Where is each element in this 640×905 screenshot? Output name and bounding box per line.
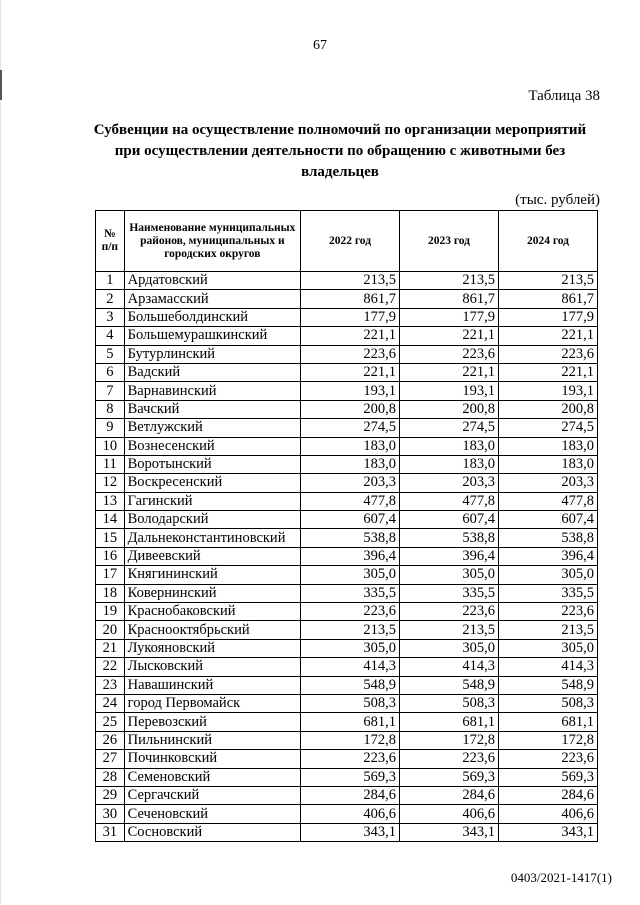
row-value-2022: 396,4 xyxy=(301,547,400,565)
row-value-2024: 477,8 xyxy=(498,492,597,510)
row-value-2024: 223,6 xyxy=(498,345,597,363)
table-row xyxy=(96,786,598,804)
row-value-2024: 213,5 xyxy=(498,621,597,639)
document-code: 0403/2021-1417(1) xyxy=(510,870,612,885)
row-district-name: Воскресенский xyxy=(124,474,300,492)
row-district-name: Сеченовский xyxy=(124,805,300,823)
row-value-2024: 284,6 xyxy=(498,786,597,804)
row-value-2022: 183,0 xyxy=(301,437,400,455)
row-number: 2 xyxy=(96,290,125,308)
row-district-name: Вадский xyxy=(124,363,300,381)
row-number: 19 xyxy=(96,603,125,621)
row-value-2024: 203,3 xyxy=(498,474,597,492)
row-value-2023: 861,7 xyxy=(400,290,499,308)
table-row xyxy=(96,345,598,363)
row-value-2022: 569,3 xyxy=(301,768,400,786)
row-number: 21 xyxy=(96,639,125,657)
table-row xyxy=(96,529,598,547)
row-value-2023: 221,1 xyxy=(400,363,499,381)
row-district-name: Навашинский xyxy=(124,676,300,694)
row-district-name: город Первомайск xyxy=(124,694,300,712)
row-number: 18 xyxy=(96,584,125,602)
row-number: 30 xyxy=(96,805,125,823)
row-value-2022: 193,1 xyxy=(301,382,400,400)
row-value-2022: 305,0 xyxy=(301,566,400,584)
row-district-name: Ковернинский xyxy=(124,584,300,602)
table-row xyxy=(96,547,598,565)
row-value-2024: 172,8 xyxy=(498,731,597,749)
row-number: 9 xyxy=(96,419,125,437)
row-value-2023: 223,6 xyxy=(400,603,499,621)
row-district-name: Вознесенский xyxy=(124,437,300,455)
row-value-2024: 177,9 xyxy=(498,308,597,326)
row-value-2024: 335,5 xyxy=(498,584,597,602)
row-value-2022: 414,3 xyxy=(301,658,400,676)
row-value-2022: 200,8 xyxy=(301,400,400,418)
row-number: 26 xyxy=(96,731,125,749)
row-value-2022: 548,9 xyxy=(301,676,400,694)
table-row xyxy=(96,750,598,768)
row-value-2024: 223,6 xyxy=(498,750,597,768)
table-row xyxy=(96,658,598,676)
row-value-2022: 284,6 xyxy=(301,786,400,804)
table-row xyxy=(96,437,598,455)
row-value-2022: 406,6 xyxy=(301,805,400,823)
row-district-name: Лукояновский xyxy=(124,639,300,657)
row-value-2024: 681,1 xyxy=(498,713,597,731)
row-value-2024: 569,3 xyxy=(498,768,597,786)
table-row xyxy=(96,419,598,437)
row-value-2024: 508,3 xyxy=(498,694,597,712)
scan-mark xyxy=(0,70,2,100)
table-row xyxy=(96,290,598,308)
row-district-name: Краснооктябрьский xyxy=(124,621,300,639)
row-district-name: Княгининский xyxy=(124,566,300,584)
row-value-2023: 203,3 xyxy=(400,474,499,492)
row-number: 3 xyxy=(96,308,125,326)
row-number: 12 xyxy=(96,474,125,492)
row-value-2024: 538,8 xyxy=(498,529,597,547)
row-value-2024: 183,0 xyxy=(498,437,597,455)
row-number: 14 xyxy=(96,511,125,529)
row-value-2023: 177,9 xyxy=(400,308,499,326)
row-district-name: Вачский xyxy=(124,400,300,418)
table-header-row xyxy=(96,211,598,272)
row-district-name: Пильнинский xyxy=(124,731,300,749)
row-number: 24 xyxy=(96,694,125,712)
row-number: 23 xyxy=(96,676,125,694)
row-value-2022: 477,8 xyxy=(301,492,400,510)
document-title: Субвенции на осуществление полномочий по организации мероприятий при осуществлении деятельности по обращению с животными без владельцев xyxy=(93,122,587,180)
row-district-name: Ардатовский xyxy=(124,272,300,290)
row-number: 4 xyxy=(96,327,125,345)
table-row xyxy=(96,584,598,602)
table-row xyxy=(96,492,598,510)
row-value-2023: 538,8 xyxy=(400,529,499,547)
table-row xyxy=(96,603,598,621)
table-body xyxy=(96,272,598,842)
row-value-2022: 183,0 xyxy=(301,455,400,473)
row-value-2022: 335,5 xyxy=(301,584,400,602)
row-value-2023: 305,0 xyxy=(400,566,499,584)
table-row xyxy=(96,272,598,290)
row-value-2023: 343,1 xyxy=(400,823,499,841)
row-value-2023: 172,8 xyxy=(400,731,499,749)
header-num: № п/п xyxy=(96,211,125,272)
row-value-2024: 223,6 xyxy=(498,603,597,621)
row-value-2023: 681,1 xyxy=(400,713,499,731)
row-value-2023: 477,8 xyxy=(400,492,499,510)
table-row xyxy=(96,566,598,584)
row-district-name: Перевозский xyxy=(124,713,300,731)
row-value-2022: 681,1 xyxy=(301,713,400,731)
table-row xyxy=(96,382,598,400)
row-value-2024: 305,0 xyxy=(498,566,597,584)
row-value-2023: 200,8 xyxy=(400,400,499,418)
row-value-2022: 343,1 xyxy=(301,823,400,841)
row-number: 29 xyxy=(96,786,125,804)
row-number: 15 xyxy=(96,529,125,547)
row-number: 10 xyxy=(96,437,125,455)
row-number: 7 xyxy=(96,382,125,400)
table-row xyxy=(96,363,598,381)
row-value-2024: 414,3 xyxy=(498,658,597,676)
header-2024: 2024 год xyxy=(498,211,597,272)
row-value-2023: 183,0 xyxy=(400,437,499,455)
row-number: 20 xyxy=(96,621,125,639)
row-district-name: Сосновский xyxy=(124,823,300,841)
row-value-2023: 305,0 xyxy=(400,639,499,657)
row-district-name: Володарский xyxy=(124,511,300,529)
units-label: (тыс. рублей) xyxy=(515,192,600,208)
row-district-name: Гагинский xyxy=(124,492,300,510)
table-row xyxy=(96,805,598,823)
row-value-2023: 274,5 xyxy=(400,419,499,437)
row-value-2022: 607,4 xyxy=(301,511,400,529)
row-number: 17 xyxy=(96,566,125,584)
row-district-name: Бутурлинский xyxy=(124,345,300,363)
row-value-2022: 305,0 xyxy=(301,639,400,657)
row-number: 25 xyxy=(96,713,125,731)
scan-edge xyxy=(0,0,1,905)
row-value-2024: 396,4 xyxy=(498,547,597,565)
row-district-name: Лысковский xyxy=(124,658,300,676)
row-value-2023: 284,6 xyxy=(400,786,499,804)
row-district-name: Семеновский xyxy=(124,768,300,786)
row-value-2024: 305,0 xyxy=(498,639,597,657)
row-district-name: Сергачский xyxy=(124,786,300,804)
table-row xyxy=(96,676,598,694)
row-value-2022: 221,1 xyxy=(301,327,400,345)
row-value-2022: 172,8 xyxy=(301,731,400,749)
page-number: 67 xyxy=(313,38,327,53)
header-2022: 2022 год xyxy=(301,211,400,272)
row-number: 1 xyxy=(96,272,125,290)
table-row xyxy=(96,511,598,529)
table-row xyxy=(96,474,598,492)
header-2023: 2023 год xyxy=(400,211,499,272)
row-value-2023: 213,5 xyxy=(400,621,499,639)
table-label: Таблица 38 xyxy=(528,88,600,104)
row-value-2024: 221,1 xyxy=(498,363,597,381)
row-number: 5 xyxy=(96,345,125,363)
table-row xyxy=(96,768,598,786)
row-district-name: Ветлужский xyxy=(124,419,300,437)
header-name: Наименование муниципальных районов, муниципальных и городских округов xyxy=(124,211,300,272)
row-value-2024: 343,1 xyxy=(498,823,597,841)
row-value-2024: 183,0 xyxy=(498,455,597,473)
table-row xyxy=(96,455,598,473)
table-row xyxy=(96,823,598,841)
table-row xyxy=(96,327,598,345)
row-value-2023: 508,3 xyxy=(400,694,499,712)
row-value-2024: 193,1 xyxy=(498,382,597,400)
row-value-2023: 607,4 xyxy=(400,511,499,529)
row-district-name: Воротынский xyxy=(124,455,300,473)
row-value-2024: 861,7 xyxy=(498,290,597,308)
row-number: 13 xyxy=(96,492,125,510)
row-value-2022: 203,3 xyxy=(301,474,400,492)
row-value-2022: 213,5 xyxy=(301,621,400,639)
row-value-2023: 223,6 xyxy=(400,750,499,768)
row-value-2024: 200,8 xyxy=(498,400,597,418)
row-value-2022: 223,6 xyxy=(301,750,400,768)
row-value-2022: 274,5 xyxy=(301,419,400,437)
table-row xyxy=(96,621,598,639)
row-value-2022: 508,3 xyxy=(301,694,400,712)
row-value-2023: 414,3 xyxy=(400,658,499,676)
row-value-2022: 223,6 xyxy=(301,603,400,621)
row-value-2023: 193,1 xyxy=(400,382,499,400)
row-district-name: Большеболдинский xyxy=(124,308,300,326)
table-row xyxy=(96,713,598,731)
row-value-2023: 569,3 xyxy=(400,768,499,786)
row-district-name: Большемурашкинский xyxy=(124,327,300,345)
row-value-2022: 538,8 xyxy=(301,529,400,547)
table-row xyxy=(96,308,598,326)
row-number: 28 xyxy=(96,768,125,786)
row-value-2022: 213,5 xyxy=(301,272,400,290)
row-number: 22 xyxy=(96,658,125,676)
row-value-2024: 274,5 xyxy=(498,419,597,437)
row-number: 16 xyxy=(96,547,125,565)
row-value-2024: 221,1 xyxy=(498,327,597,345)
row-number: 11 xyxy=(96,455,125,473)
row-value-2022: 861,7 xyxy=(301,290,400,308)
row-number: 8 xyxy=(96,400,125,418)
row-value-2022: 177,9 xyxy=(301,308,400,326)
row-number: 27 xyxy=(96,750,125,768)
row-district-name: Краснобаковский xyxy=(124,603,300,621)
row-district-name: Дивеевский xyxy=(124,547,300,565)
row-value-2023: 223,6 xyxy=(400,345,499,363)
row-value-2024: 406,6 xyxy=(498,805,597,823)
row-value-2023: 406,6 xyxy=(400,805,499,823)
table-row xyxy=(96,639,598,657)
row-number: 31 xyxy=(96,823,125,841)
row-value-2024: 213,5 xyxy=(498,272,597,290)
row-district-name: Варнавинский xyxy=(124,382,300,400)
row-district-name: Починковский xyxy=(124,750,300,768)
row-value-2023: 335,5 xyxy=(400,584,499,602)
row-value-2023: 221,1 xyxy=(400,327,499,345)
row-district-name: Дальнеконстантиновский xyxy=(124,529,300,547)
subsidy-table xyxy=(95,210,598,842)
row-value-2023: 548,9 xyxy=(400,676,499,694)
row-value-2024: 607,4 xyxy=(498,511,597,529)
row-value-2023: 213,5 xyxy=(400,272,499,290)
row-value-2022: 223,6 xyxy=(301,345,400,363)
row-number: 6 xyxy=(96,363,125,381)
row-value-2023: 396,4 xyxy=(400,547,499,565)
table-row xyxy=(96,694,598,712)
row-value-2022: 221,1 xyxy=(301,363,400,381)
table-row xyxy=(96,400,598,418)
table-row xyxy=(96,731,598,749)
row-value-2024: 548,9 xyxy=(498,676,597,694)
row-district-name: Арзамасский xyxy=(124,290,300,308)
row-value-2023: 183,0 xyxy=(400,455,499,473)
